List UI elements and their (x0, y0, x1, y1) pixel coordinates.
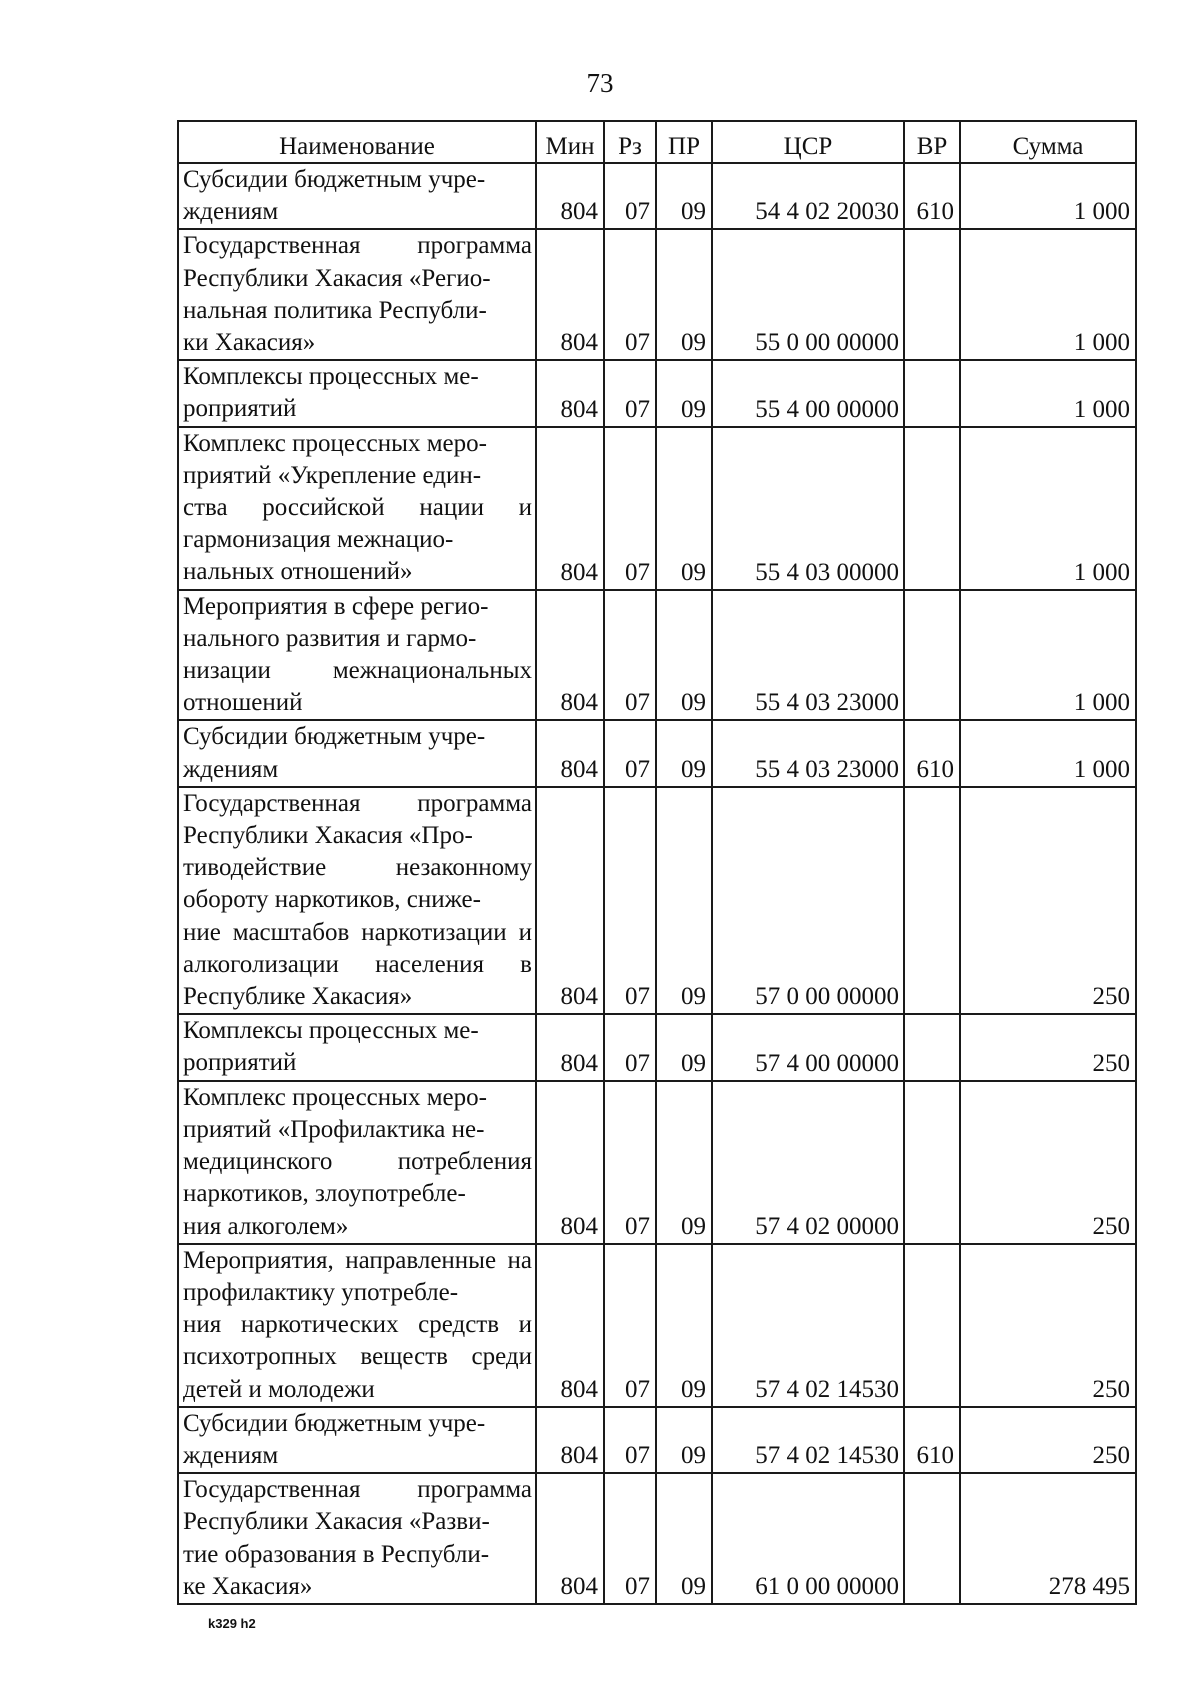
cell-rz: 07 (604, 427, 656, 590)
cell-min: 804 (536, 163, 604, 229)
cell-pr: 09 (656, 787, 712, 1014)
cell-vr (904, 590, 960, 721)
header-name: Наименование (178, 121, 536, 163)
cell-min: 804 (536, 1244, 604, 1407)
cell-pr: 09 (656, 720, 712, 786)
cell-pr: 09 (656, 1407, 712, 1473)
table-row (178, 720, 1136, 786)
cell-csr: 55 4 03 23000 (712, 720, 904, 786)
cell-vr: 610 (904, 1407, 960, 1473)
cell-pr: 09 (656, 1081, 712, 1244)
cell-rz: 07 (604, 1407, 656, 1473)
cell-rz: 07 (604, 229, 656, 360)
cell-vr (904, 1244, 960, 1407)
table-body (178, 163, 1136, 1604)
cell-sum: 250 (960, 1014, 1136, 1080)
cell-csr: 57 4 02 00000 (712, 1081, 904, 1244)
table-row (178, 1407, 1136, 1473)
cell-pr: 09 (656, 360, 712, 426)
cell-min: 804 (536, 720, 604, 786)
cell-rz: 07 (604, 1244, 656, 1407)
cell-csr: 55 4 03 00000 (712, 427, 904, 590)
cell-name: Комплекс процессных меро- приятий «Укрепление един- ства российской нации и гармонизация межнацио- нальных отношений» (178, 427, 536, 590)
header-sum: Сумма (960, 121, 1136, 163)
table-row (178, 1244, 1136, 1407)
header-rz: Рз (604, 121, 656, 163)
cell-csr: 57 0 00 00000 (712, 787, 904, 1014)
cell-min: 804 (536, 229, 604, 360)
cell-rz: 07 (604, 163, 656, 229)
table-row (178, 1014, 1136, 1080)
cell-csr: 54 4 02 20030 (712, 163, 904, 229)
table-row (178, 360, 1136, 426)
table-row (178, 1473, 1136, 1604)
cell-pr: 09 (656, 1244, 712, 1407)
cell-vr (904, 360, 960, 426)
header-min: Мин (536, 121, 604, 163)
cell-rz: 07 (604, 360, 656, 426)
cell-min: 804 (536, 787, 604, 1014)
cell-min: 804 (536, 1014, 604, 1080)
header-csr: ЦСР (712, 121, 904, 163)
cell-vr: 610 (904, 720, 960, 786)
cell-sum: 1 000 (960, 427, 1136, 590)
cell-pr: 09 (656, 229, 712, 360)
cell-vr (904, 1014, 960, 1080)
footer-code: k329 h2 (208, 1616, 256, 1631)
cell-min: 804 (536, 1081, 604, 1244)
cell-vr (904, 427, 960, 590)
cell-sum: 1 000 (960, 360, 1136, 426)
budget-table (177, 120, 1137, 1605)
cell-name: Комплексы процессных ме- роприятий (178, 360, 536, 426)
header-vr: ВР (904, 121, 960, 163)
table-header-row (178, 121, 1136, 163)
header-pr: ПР (656, 121, 712, 163)
cell-min: 804 (536, 1473, 604, 1604)
cell-min: 804 (536, 1407, 604, 1473)
cell-name: Комплексы процессных ме- роприятий (178, 1014, 536, 1080)
cell-name: Субсидии бюджетным учре- ждениям (178, 720, 536, 786)
cell-sum: 250 (960, 1244, 1136, 1407)
table-row (178, 590, 1136, 721)
cell-sum: 278 495 (960, 1473, 1136, 1604)
cell-rz: 07 (604, 1014, 656, 1080)
table-row (178, 787, 1136, 1014)
cell-pr: 09 (656, 1473, 712, 1604)
cell-pr: 09 (656, 427, 712, 590)
cell-sum: 1 000 (960, 590, 1136, 721)
cell-rz: 07 (604, 1081, 656, 1244)
cell-min: 804 (536, 360, 604, 426)
page-number: 73 (586, 68, 614, 98)
cell-csr: 61 0 00 00000 (712, 1473, 904, 1604)
cell-sum: 250 (960, 787, 1136, 1014)
cell-sum: 250 (960, 1407, 1136, 1473)
cell-sum: 1 000 (960, 229, 1136, 360)
cell-sum: 250 (960, 1081, 1136, 1244)
cell-rz: 07 (604, 720, 656, 786)
cell-vr: 610 (904, 163, 960, 229)
cell-csr: 55 4 03 23000 (712, 590, 904, 721)
table-row (178, 1081, 1136, 1244)
cell-min: 804 (536, 427, 604, 590)
table-row (178, 229, 1136, 360)
cell-sum: 1 000 (960, 720, 1136, 786)
cell-name: Субсидии бюджетным учре- ждениям (178, 163, 536, 229)
cell-name: Государственная программа Республики Хакасия «Про- тиводействие незаконному обороту наркотиков, сниже- ние масштабов наркотизации и алкоголизации населения в Республике Хакасия» (178, 787, 536, 1014)
cell-pr: 09 (656, 1014, 712, 1080)
cell-name: Мероприятия, направленные на профилактику употребле- ния наркотических средств и психотропных веществ среди детей и молодежи (178, 1244, 536, 1407)
cell-vr (904, 1081, 960, 1244)
cell-name: Государственная программа Республики Хакасия «Разви- тие образования в Республи- ке Хакасия» (178, 1473, 536, 1604)
cell-name: Комплекс процессных меро- приятий «Профилактика не- медицинского потребления наркотиков, злоупотребле- ния алкоголем» (178, 1081, 536, 1244)
cell-name: Субсидии бюджетным учре- ждениям (178, 1407, 536, 1473)
cell-rz: 07 (604, 1473, 656, 1604)
cell-vr (904, 787, 960, 1014)
cell-rz: 07 (604, 787, 656, 1014)
cell-csr: 55 4 00 00000 (712, 360, 904, 426)
cell-rz: 07 (604, 590, 656, 721)
table-row (178, 163, 1136, 229)
cell-csr: 57 4 02 14530 (712, 1244, 904, 1407)
cell-pr: 09 (656, 163, 712, 229)
table-row (178, 427, 1136, 590)
cell-min: 804 (536, 590, 604, 721)
cell-csr: 55 0 00 00000 (712, 229, 904, 360)
cell-sum: 1 000 (960, 163, 1136, 229)
cell-vr (904, 229, 960, 360)
cell-csr: 57 4 00 00000 (712, 1014, 904, 1080)
cell-name: Мероприятия в сфере регио- нального развития и гармо- низации межнациональных отношений (178, 590, 536, 721)
cell-pr: 09 (656, 590, 712, 721)
cell-name: Государственная программа Республики Хакасия «Регио- нальная политика Республи- ки Хакасия» (178, 229, 536, 360)
cell-vr (904, 1473, 960, 1604)
cell-csr: 57 4 02 14530 (712, 1407, 904, 1473)
